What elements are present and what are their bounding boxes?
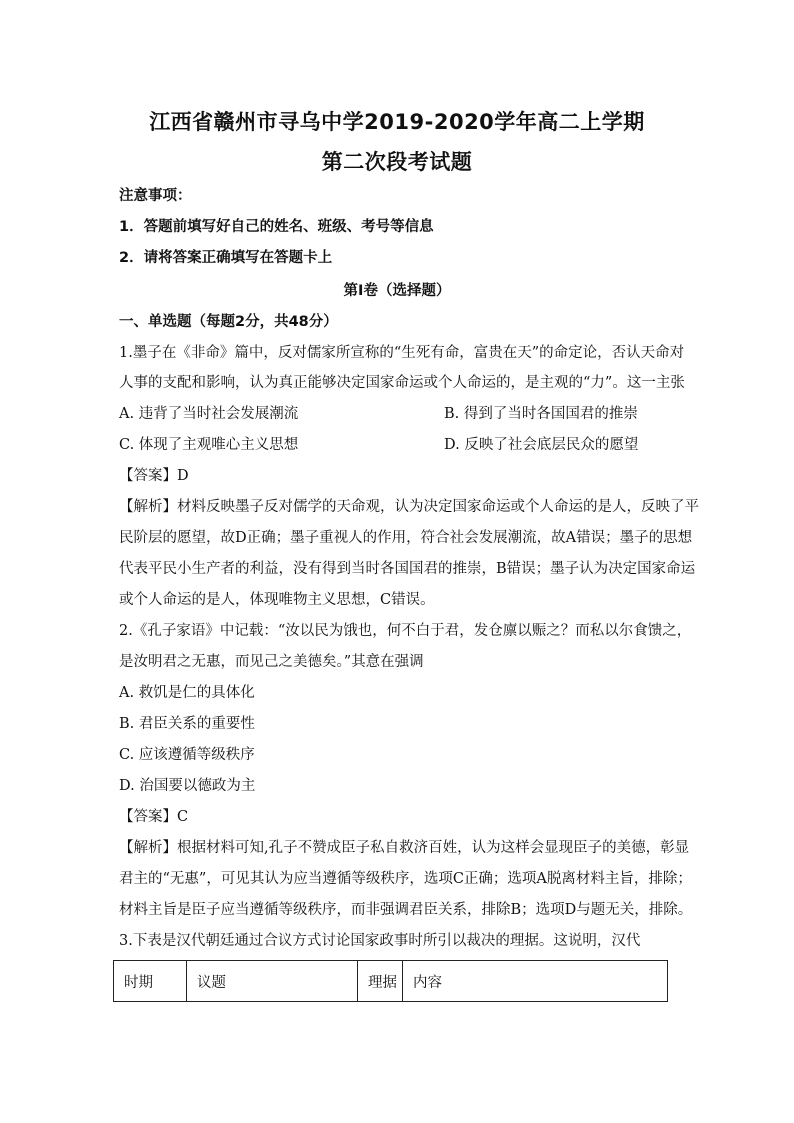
data-table	[113, 960, 668, 1002]
option-d: D. 反映了社会底层民众的愿望	[444, 437, 639, 453]
table-header-cell: 理据	[358, 961, 403, 1002]
option-a: A. 救饥是仁的具体化	[119, 685, 255, 701]
page-title: 江西省赣州市寻乌中学2019-2020学年高二上学期	[149, 110, 645, 134]
analysis-line: 民阶层的愿望，故D正确；墨子重视人的作用，符合社会发展潮流，故A错误；墨子的思想	[119, 530, 693, 546]
table-header-cell: 议题	[187, 961, 358, 1002]
section-title: 第I卷（选择题）	[343, 283, 451, 299]
analysis-line: 材料主旨是臣子应当遵循等级秩序，而非强调君臣关系，排除B；选项D与题无关，排除。	[119, 902, 693, 918]
part-title: 一、单选题（每题2分，共48分）	[119, 314, 338, 330]
table-header-cell: 时期	[114, 961, 187, 1002]
option-a: A. 违背了当时社会发展潮流	[119, 406, 299, 422]
option-b: B. 得到了当时各国国君的推崇	[444, 406, 638, 422]
analysis-line: 【解析】材料反映墨子反对儒学的天命观，认为决定国家命运或个人命运的是人，反映了平	[119, 499, 699, 515]
table-header-cell: 内容	[403, 961, 668, 1002]
analysis-line: 或个人命运的是人，体现唯物主义思想，C错误。	[119, 592, 435, 608]
notice-heading: 注意事项：	[119, 188, 192, 204]
option-d: D. 治国要以德政为主	[119, 778, 256, 794]
answer: 【答案】C	[119, 809, 189, 825]
option-c: C. 体现了主观唯心主义思想	[119, 437, 299, 453]
notice-item-2: 2．请将答案正确填写在答题卡上	[119, 250, 333, 266]
analysis-line: 代表平民小生产者的利益，没有得到当时各国国君的推崇，B错误；墨子认为决定国家命运	[119, 561, 696, 577]
question-stem-line: 是汝明君之无惠，而见己之美德矣。”其意在强调	[119, 654, 424, 670]
notice-item-1: 1．答题前填写好自己的姓名、班级、考号等信息	[119, 219, 434, 235]
analysis-line: 君主的“无惠”，可见其认为应当遵循等级秩序，选项C正确；选项A脱离材料主旨，排除；	[119, 871, 692, 887]
page-subtitle: 第二次段考试题	[321, 150, 473, 174]
option-c: C. 应该遵循等级秩序	[119, 747, 255, 763]
answer: 【答案】D	[119, 468, 189, 484]
analysis-line: 【解析】根据材料可知,孔子不赞成臣子私自救济百姓，认为这样会显现臣子的美德，彰显	[119, 840, 690, 856]
question-stem-line: 人事的支配和影响，认为真正能够决定国家命运或个人命运的，是主观的“力”。这一主张	[119, 375, 685, 391]
question-stem-line: 1.墨子在《非命》篇中，反对儒家所宣称的“生死有命，富贵在天”的命定论，否认天命对	[119, 345, 685, 361]
question-stem-line: 3.下表是汉代朝廷通过合议方式讨论国家政事时所引以裁决的理据。这说明，汉代	[119, 933, 641, 949]
option-b: B. 君臣关系的重要性	[119, 716, 255, 732]
table-header-row	[114, 961, 668, 1002]
question-stem-line: 2.《孔子家语》中记载：“汝以民为饿也，何不白于君，发仓廪以赈之？而私以尔食馈之，	[119, 623, 692, 639]
